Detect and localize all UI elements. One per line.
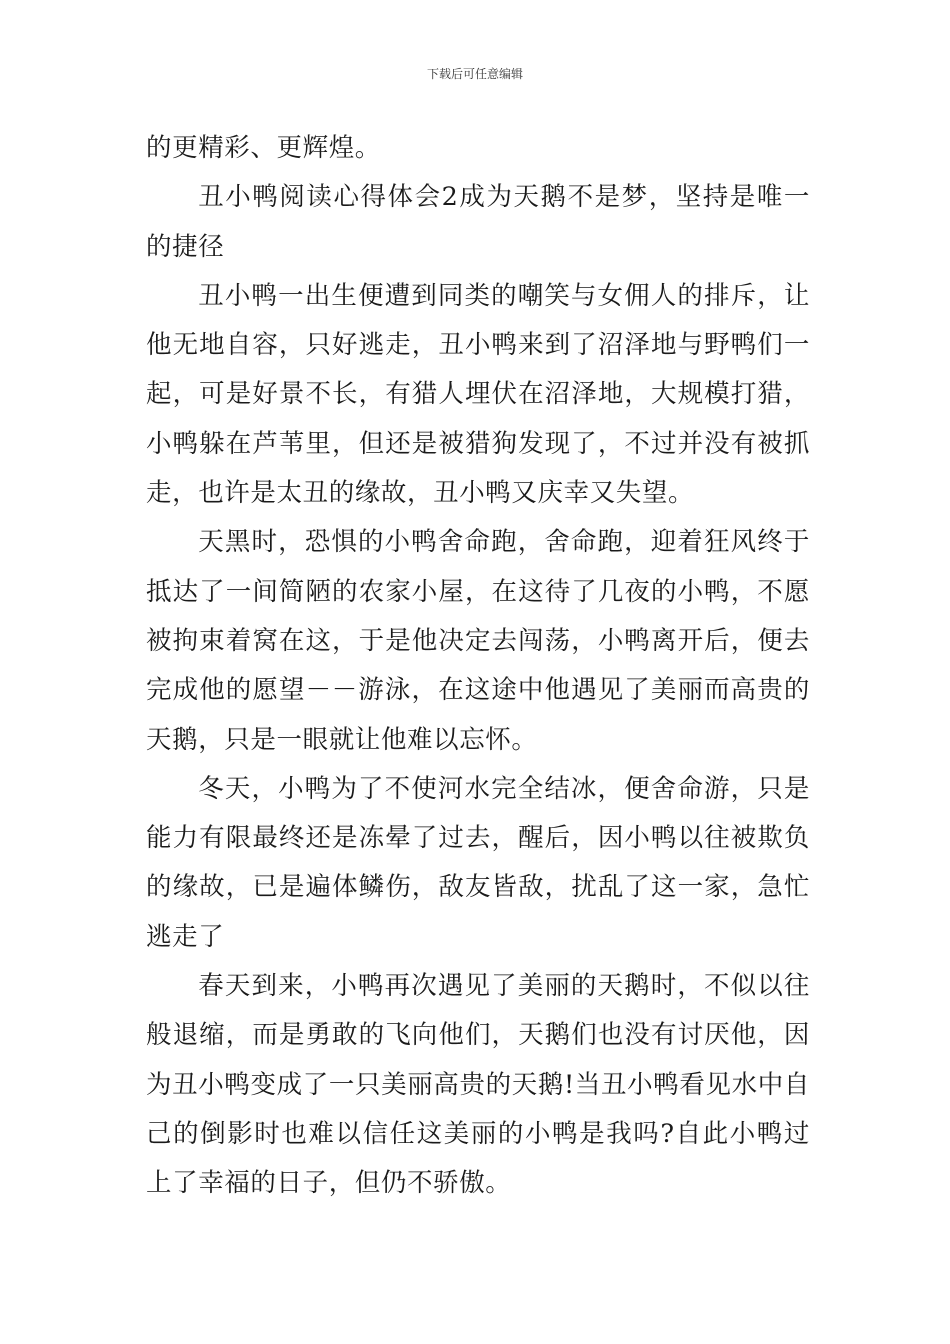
paragraph: 冬天，小鸭为了不使河水完全结冰，便舍命游，只是能力有限最终还是冻晕了过去，醒后，因小鸭以往被欺负的缘故，已是遍体鳞伤，敌友皆敌，扰乱了这一家，急忙逃走了 [146,773,810,952]
paragraph-section-heading: 丑小鸭阅读心得体会2成为天鹅不是梦，坚持是唯一的捷径 [146,182,810,262]
page-header-note: 下载后可任意编辑 [426,67,523,81]
paragraph: 春天到来，小鸭再次遇见了美丽的天鹅时，不似以往般退缩，而是勇敢的飞向他们，天鹅们也没有讨厌他，因为丑小鸭变成了一只美丽高贵的天鹅!当丑小鸭看见水中自己的倒影时也难以信任这美丽的小鸭是我吗?自此小鸭过上了幸福的日子，但仍不骄傲。 [146,971,810,1199]
document-body [146,124,810,1209]
paragraph: 丑小鸭一出生便遭到同类的嘲笑与女佣人的排斥，让他无地自容，只好逃走，丑小鸭来到了沼泽地与野鸭们一起，可是好景不长，有猎人埋伏在沼泽地，大规模打猎，小鸭躲在芦苇里，但还是被猎狗发现了，不过并没有被抓走，也许是太丑的缘故，丑小鸭又庆幸又失望。 [146,280,810,509]
paragraph-continuation: 的更精彩、更辉煌。 [146,133,381,163]
paragraph: 天黑时，恐惧的小鸭舍命跑，舍命跑，迎着狂风终于抵达了一间简陋的农家小屋，在这待了几夜的小鸭，不愿被拘束着窝在这，于是他决定去闯荡，小鸭离开后，便去完成他的愿望－－游泳，在这途中他遇见了美丽而高贵的天鹅，只是一眼就让他难以忘怀。 [146,527,810,755]
